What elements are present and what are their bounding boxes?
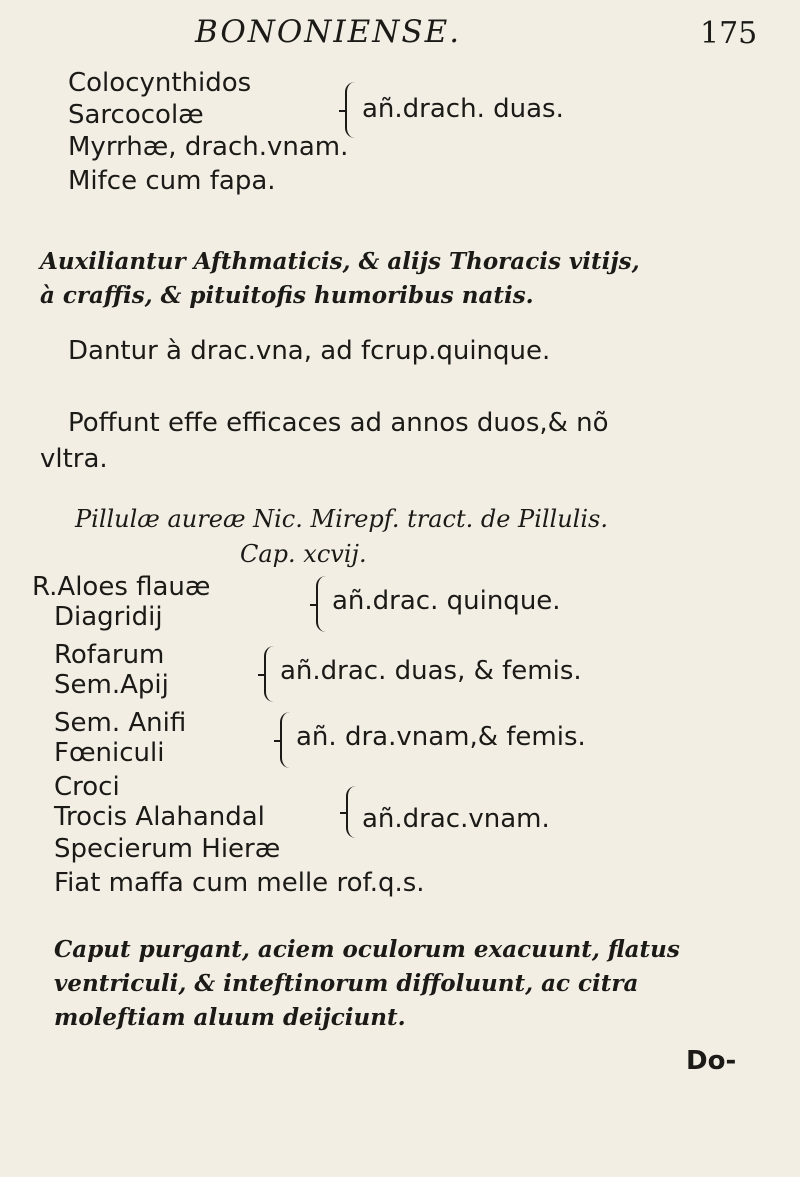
rx-item: Colocynthidos (68, 68, 252, 98)
rx-item: Fœniculi (54, 738, 165, 768)
paragraph-line: Auxiliantur Afthmaticis, & alijs Thoracis vitijs, (40, 248, 640, 275)
rx-item: Sarcocolæ (68, 100, 204, 130)
rx-item: Trocis Alahandal (54, 802, 265, 832)
rx-dose: añ. dra.vnam,& femis. (296, 722, 586, 752)
rx-item: R.Aloes flauæ (32, 572, 211, 602)
rx-item: Specierum Hieræ (54, 834, 281, 864)
section-title: Pillulæ aureæ Nic. Mirepf. tract. de Pillulis. (75, 505, 608, 533)
rx-dose: añ.drach. duas. (362, 94, 564, 124)
rx-item: Croci (54, 772, 120, 802)
brace (316, 576, 332, 632)
rx-item: Fiat maffa cum melle rof.q.s. (54, 868, 425, 898)
chapter-heading: Cap. xcvij. (240, 540, 367, 568)
paragraph-line: vltra. (40, 444, 108, 474)
catchword: Do- (686, 1046, 737, 1076)
brace (345, 82, 361, 138)
brace (280, 712, 296, 768)
paragraph-line: moleftiam aluum deijciunt. (54, 1004, 406, 1031)
paragraph-line: Caput purgant, aciem oculorum exacuunt, flatus (54, 936, 680, 963)
brace (264, 646, 280, 702)
rx-dose: añ.drac. duas, & femis. (280, 656, 582, 686)
paragraph-line: Dantur à drac.vna, ad fcrup.quinque. (68, 336, 551, 366)
paragraph-line: ventriculi, & inteftinorum diffoluunt, ac citra (54, 970, 639, 997)
rx-dose: añ.drac. quinque. (332, 586, 561, 616)
rx-item: Sem.Apij (54, 670, 169, 700)
rx-dose: añ.drac.vnam. (362, 804, 550, 834)
rx-item: Rofarum (54, 640, 165, 670)
brace (346, 786, 362, 838)
paragraph-line: à craffis, & pituitofis humoribus natis. (40, 282, 534, 309)
rx-item: Mifce cum fapa. (68, 166, 276, 196)
rx-item: Myrrhæ, drach.vnam. (68, 132, 349, 162)
rx-item: Diagridij (54, 602, 163, 632)
running-title: BONONIENSE. (195, 14, 462, 50)
paragraph-line: Poffunt effe efficaces ad annos duos,& nõ (68, 408, 609, 438)
page-number: 175 (700, 16, 758, 51)
rx-item: Sem. Anifi (54, 708, 187, 738)
